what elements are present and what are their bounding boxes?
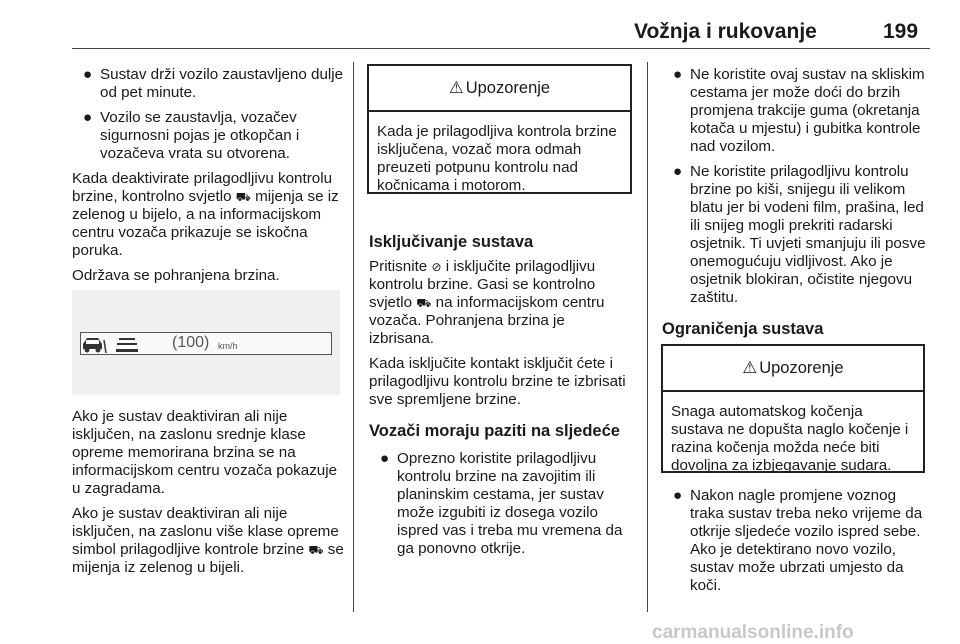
- warning-triangle-icon: ⚠: [448, 79, 464, 97]
- page-header-title: Vožnja i rukovanje: [634, 20, 817, 43]
- warning-body: Snaga automatskog kočenja sustava ne dopušta naglo kočenje i razina kočenja možda neće biti dovoljna za izbjegavanje sudara.: [671, 403, 909, 474]
- acc-indicator-icon: ⛟: [235, 190, 251, 204]
- column-1-lower: [72, 408, 344, 584]
- column-3-lower: [662, 487, 930, 602]
- bullet-item: ● Oprezno koristite prilagodljivu kontrolu brzine na zavojitim ili planinskim cestama, jer sustav može izgubiti iz dosega vozilo ispred vas i treba mu vremena da ga ponovno otkrije.: [380, 450, 623, 557]
- warning-box: [661, 344, 925, 473]
- warning-header: ⚠ Upozorenje: [663, 346, 923, 392]
- acc-indicator-icon: ⛟: [308, 543, 324, 557]
- display-illustration: [72, 290, 340, 395]
- column-divider: [647, 62, 648, 612]
- paragraph: Ako je sustav deaktiviran ali nije isključen, na zaslonu više klase opreme simbol prilagodljive kontrole brzine ⛟ se mijenja iz zelenog u bijeli.: [72, 505, 344, 576]
- bullet-item: ● Ne koristite prilagodljivu kontrolu brzine po kiši, snijegu ili velikom blatu jer bi vodeni film, prašina, led ili snijeg mogli prekriti radarski osjetnik. Ti uvjeti smanjuju ili posve onemogućuju vidljivost. Ako je osjetnik blokiran, očistite njegovu zaštitu.: [673, 163, 926, 306]
- paragraph: Ako je sustav deaktiviran ali nije isključen, na zaslonu srednje klase opreme memorirana brzina se na informacijskom centru vozača pokazuje u zagradama.: [72, 408, 338, 497]
- bullet-item: ● Nakon nagle promjene voznog traka sustav treba neko vrijeme da otkrije sljedeće vozilo ispred sebe. Ako je detektirano novo vozilo, sustav može ubrzati umjesto da koči.: [673, 487, 923, 594]
- speed-unit: km/h: [218, 341, 238, 351]
- column-3: [662, 66, 930, 339]
- warning-triangle-icon: ⚠: [742, 359, 758, 377]
- stored-speed: (100): [172, 334, 210, 351]
- column-2: [369, 232, 634, 565]
- column-1: [72, 66, 344, 292]
- paragraph: Pritisnite ⊘ i isključite prilagodljivu kontrolu brzine. Gasi se kontrolno svjetlo ⛟ na informacijskom centru vozača. Pohranjena brzina je izbrisana.: [369, 258, 605, 347]
- section-heading: Vozači moraju paziti na sljedeće: [369, 422, 620, 440]
- paragraph: Održava se pohranjena brzina.: [72, 267, 280, 284]
- distance-bars-icon: [116, 338, 138, 352]
- watermark: carmanualsonline.info: [652, 622, 854, 643]
- section-heading: Isključivanje sustava: [369, 233, 534, 251]
- acc-indicator-icon: ⛟: [416, 296, 432, 310]
- section-heading: Ograničenja sustava: [662, 320, 824, 338]
- column-divider: [353, 62, 354, 612]
- bullet-item: ● Vozilo se zaustavlja, vozačev sigurnosni pojas je otkopčan i vozačeva vrata su otvorena.: [83, 109, 300, 162]
- paragraph: Kada isključite kontakt isključit ćete i prilagodljivu kontrolu brzine te izbrisati sve spremljene brzine.: [369, 355, 626, 408]
- bullet-item: ● Sustav drži vozilo zaustavljeno dulje od pet minute.: [83, 66, 344, 101]
- paragraph: Kada deaktivirate prilagodljivu kontrolu brzine, kontrolno svjetlo ⛟ mijenja se iz zelenog u bijelo, a na informacijskom centru vozača prikazuje se iskočna poruka.: [72, 170, 339, 259]
- warning-header: ⚠ Upozorenje: [369, 66, 630, 112]
- warning-body: Kada je prilagodljiva kontrola brzine isključena, vozač mora odmah preuzeti potpunu kontrolu nad kočnicama i motorom.: [377, 123, 617, 194]
- warning-box: [367, 64, 632, 194]
- bullet-item: ● Ne koristite ovaj sustav na skliskim cestama jer može doći do brzih promjena trakcije guma (okretanja kotača u mjestu) i gubitka kontrole nad vozilom.: [673, 66, 925, 155]
- acc-car-icon: [80, 336, 107, 354]
- cancel-button-icon: ⊘: [431, 260, 442, 274]
- header-rule: [72, 48, 930, 49]
- page-number: 199: [883, 20, 919, 43]
